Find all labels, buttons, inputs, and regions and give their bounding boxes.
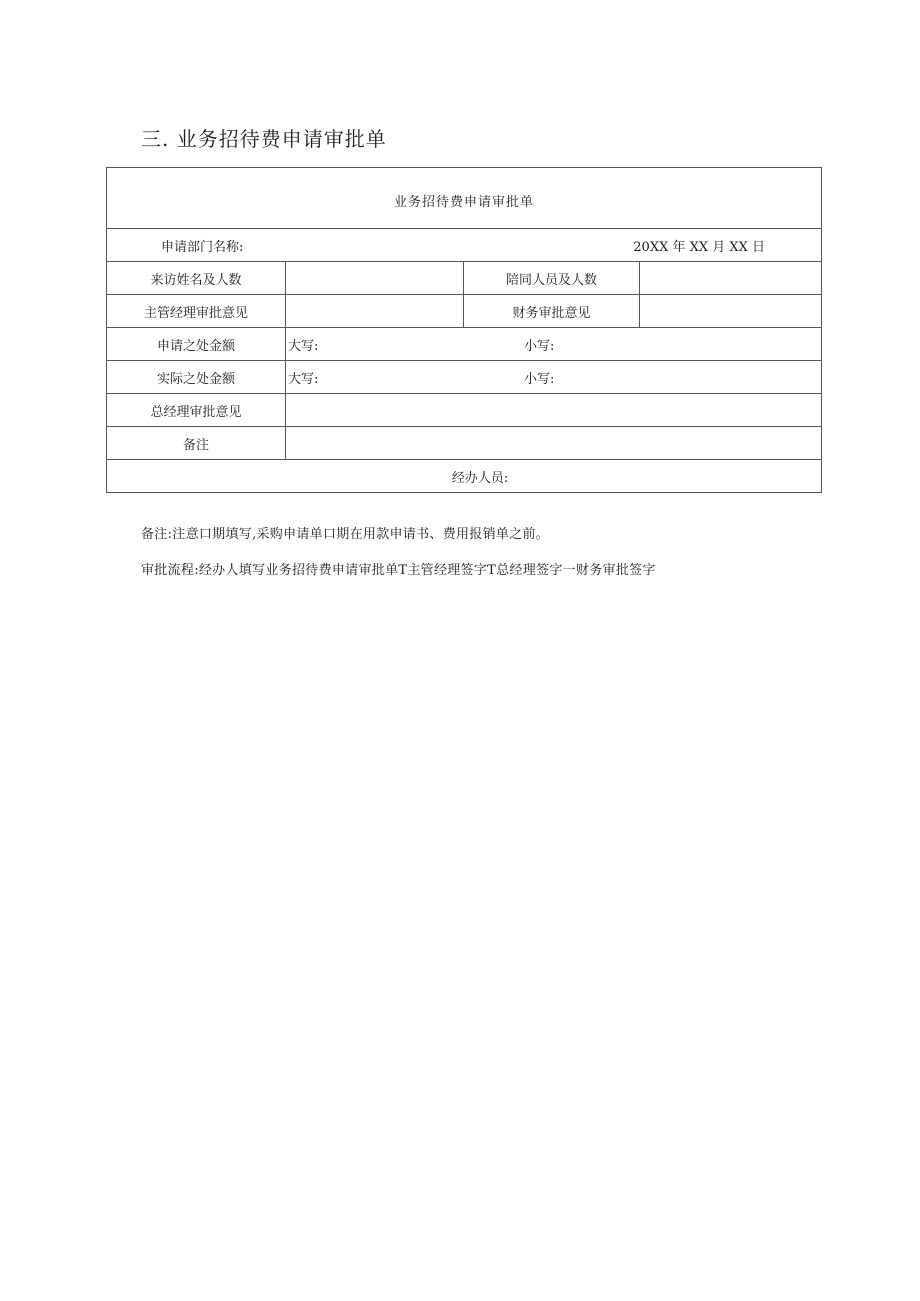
department-label: 申请部门名称: bbox=[161, 239, 244, 255]
requested-uppercase-label: 大写: bbox=[288, 338, 319, 354]
requested-amount-label: 申请之处金额 bbox=[107, 328, 286, 361]
finance-approval-label: 财务审批意见 bbox=[464, 295, 640, 328]
companions-field[interactable] bbox=[640, 262, 822, 295]
remarks-field[interactable] bbox=[286, 427, 822, 460]
manager-approval-field[interactable] bbox=[286, 295, 464, 328]
approval-form-table bbox=[106, 167, 822, 493]
actual-amount-field[interactable] bbox=[286, 361, 822, 394]
gm-approval-label: 总经理审批意见 bbox=[107, 394, 286, 427]
handler-row bbox=[107, 460, 822, 493]
actual-uppercase-label: 大写: bbox=[288, 371, 319, 387]
finance-approval-field[interactable] bbox=[640, 295, 822, 328]
companions-label: 陪同人员及人数 bbox=[464, 262, 640, 295]
actual-amount-label: 实际之处金额 bbox=[107, 361, 286, 394]
visitors-field[interactable] bbox=[286, 262, 464, 295]
section-heading: 三. 业务招待费申请审批单 bbox=[141, 127, 387, 151]
requested-lowercase-label: 小写: bbox=[524, 338, 555, 354]
visitors-label: 来访姓名及人数 bbox=[107, 262, 286, 295]
remarks-label: 备注 bbox=[107, 427, 286, 460]
approval-flow-note: 审批流程:经办人填写业务招待费申请审批单T主管经理签字T总经理签字一财务审批签字 bbox=[141, 563, 656, 578]
date-field: 20XX 年 XX 月 XX 日 bbox=[633, 239, 766, 255]
manager-approval-label: 主管经理审批意见 bbox=[107, 295, 286, 328]
form-title: 业务招待费申请审批单 bbox=[107, 168, 822, 229]
gm-approval-field[interactable] bbox=[286, 394, 822, 427]
requested-amount-field[interactable] bbox=[286, 328, 822, 361]
actual-lowercase-label: 小写: bbox=[524, 371, 555, 387]
department-row bbox=[107, 229, 822, 262]
handler-label: 经办人员: bbox=[451, 470, 509, 486]
remark-note: 备注:注意口期填写,采购申请单口期在用款申请书、费用报销单之前。 bbox=[141, 527, 550, 542]
